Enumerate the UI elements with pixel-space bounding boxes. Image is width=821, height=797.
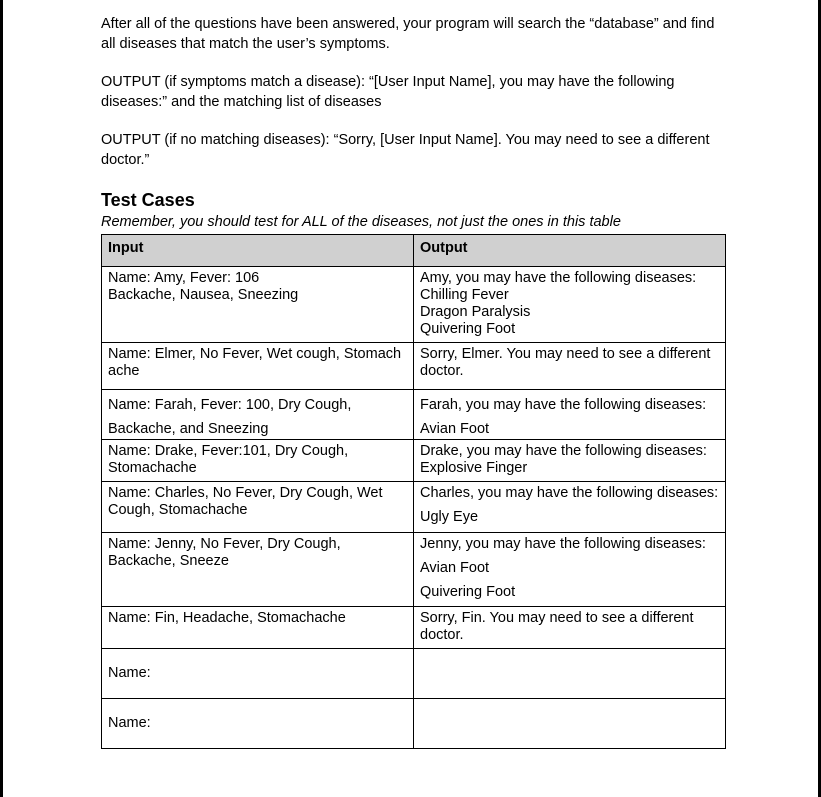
input-cell <box>102 533 414 607</box>
input-cell <box>102 390 414 440</box>
input-line: Stomachache <box>108 460 197 476</box>
output-line: Farah, you may have the following diseases: <box>420 397 707 413</box>
paragraph-output-no-match: OUTPUT (if no matching diseases): “Sorry, [User Input Name]. You may need to see a different doctor.” <box>101 132 710 168</box>
output-line: Explosive Finger <box>420 460 528 476</box>
page-left-border <box>0 0 3 797</box>
output-line: doctor. <box>420 627 464 643</box>
output-line: Avian Foot <box>420 560 490 576</box>
output-line: Dragon Paralysis <box>420 304 531 320</box>
input-line: Name: Jenny, No Fever, Dry Cough, <box>108 536 341 552</box>
output-line: Avian Foot <box>420 421 490 437</box>
test-cases-table <box>101 234 726 749</box>
output-cell <box>414 267 726 343</box>
output-line: doctor. <box>420 363 464 379</box>
output-cell-empty <box>414 649 726 699</box>
header-input: Input <box>102 235 414 267</box>
output-cell <box>414 390 726 440</box>
paragraph-output-match: OUTPUT (if symptoms match a disease): “[User Input Name], you may have the following diseases:” and the matching list of diseases <box>101 74 675 110</box>
table-row <box>102 440 726 482</box>
table-header-row <box>102 235 726 267</box>
input-cell <box>102 440 414 482</box>
output-line: Sorry, Fin. You may need to see a different <box>420 610 694 626</box>
input-line: Name: Charles, No Fever, Dry Cough, Wet <box>108 485 383 501</box>
input-line: Name: <box>108 665 151 681</box>
input-line: Name: Amy, Fever: 106 <box>108 270 260 286</box>
output-line: Quivering Foot <box>420 584 516 600</box>
input-line: Name: <box>108 715 151 731</box>
input-cell <box>102 607 414 649</box>
input-line: Cough, Stomachache <box>108 502 248 518</box>
input-line: Name: Drake, Fever:101, Dry Cough, <box>108 443 349 459</box>
output-line: Ugly Eye <box>420 509 479 525</box>
paragraph-database-search: After all of the questions have been answered, your program will search the “database” and find all diseases that match the user’s symptoms. <box>101 16 715 52</box>
output-line: Sorry, Elmer. You may need to see a different <box>420 346 711 362</box>
table-row <box>102 607 726 649</box>
table-row <box>102 390 726 440</box>
output-line: Quivering Foot <box>420 321 516 337</box>
output-cell <box>414 482 726 533</box>
section-title: Test Cases <box>101 190 195 210</box>
output-line: Jenny, you may have the following diseases: <box>420 536 706 552</box>
output-line: Chilling Fever <box>420 287 509 303</box>
input-cell <box>102 343 414 390</box>
table-row <box>102 699 726 749</box>
output-cell-empty <box>414 699 726 749</box>
input-cell <box>102 267 414 343</box>
input-cell <box>102 482 414 533</box>
table-row <box>102 533 726 607</box>
input-cell <box>102 699 414 749</box>
output-cell <box>414 533 726 607</box>
output-line: Amy, you may have the following diseases: <box>420 270 697 286</box>
section-note: Remember, you should test for ALL of the diseases, not just the ones in this table <box>101 214 621 230</box>
input-line: Name: Fin, Headache, Stomachache <box>108 610 346 626</box>
table-row <box>102 267 726 343</box>
output-cell <box>414 440 726 482</box>
output-cell <box>414 607 726 649</box>
table-row <box>102 343 726 390</box>
output-line: Drake, you may have the following diseases: <box>420 443 707 459</box>
header-output: Output <box>414 235 726 267</box>
output-line: Charles, you may have the following diseases: <box>420 485 719 501</box>
input-line: Name: Farah, Fever: 100, Dry Cough, <box>108 397 352 413</box>
input-line: Name: Elmer, No Fever, Wet cough, Stomach <box>108 346 402 362</box>
input-line: ache <box>108 363 140 379</box>
input-cell <box>102 649 414 699</box>
output-cell <box>414 343 726 390</box>
input-line: Backache, Nausea, Sneezing <box>108 287 299 303</box>
table-row <box>102 649 726 699</box>
input-line: Backache, Sneeze <box>108 553 229 569</box>
table-row <box>102 482 726 533</box>
input-line: Backache, and Sneezing <box>108 421 269 437</box>
